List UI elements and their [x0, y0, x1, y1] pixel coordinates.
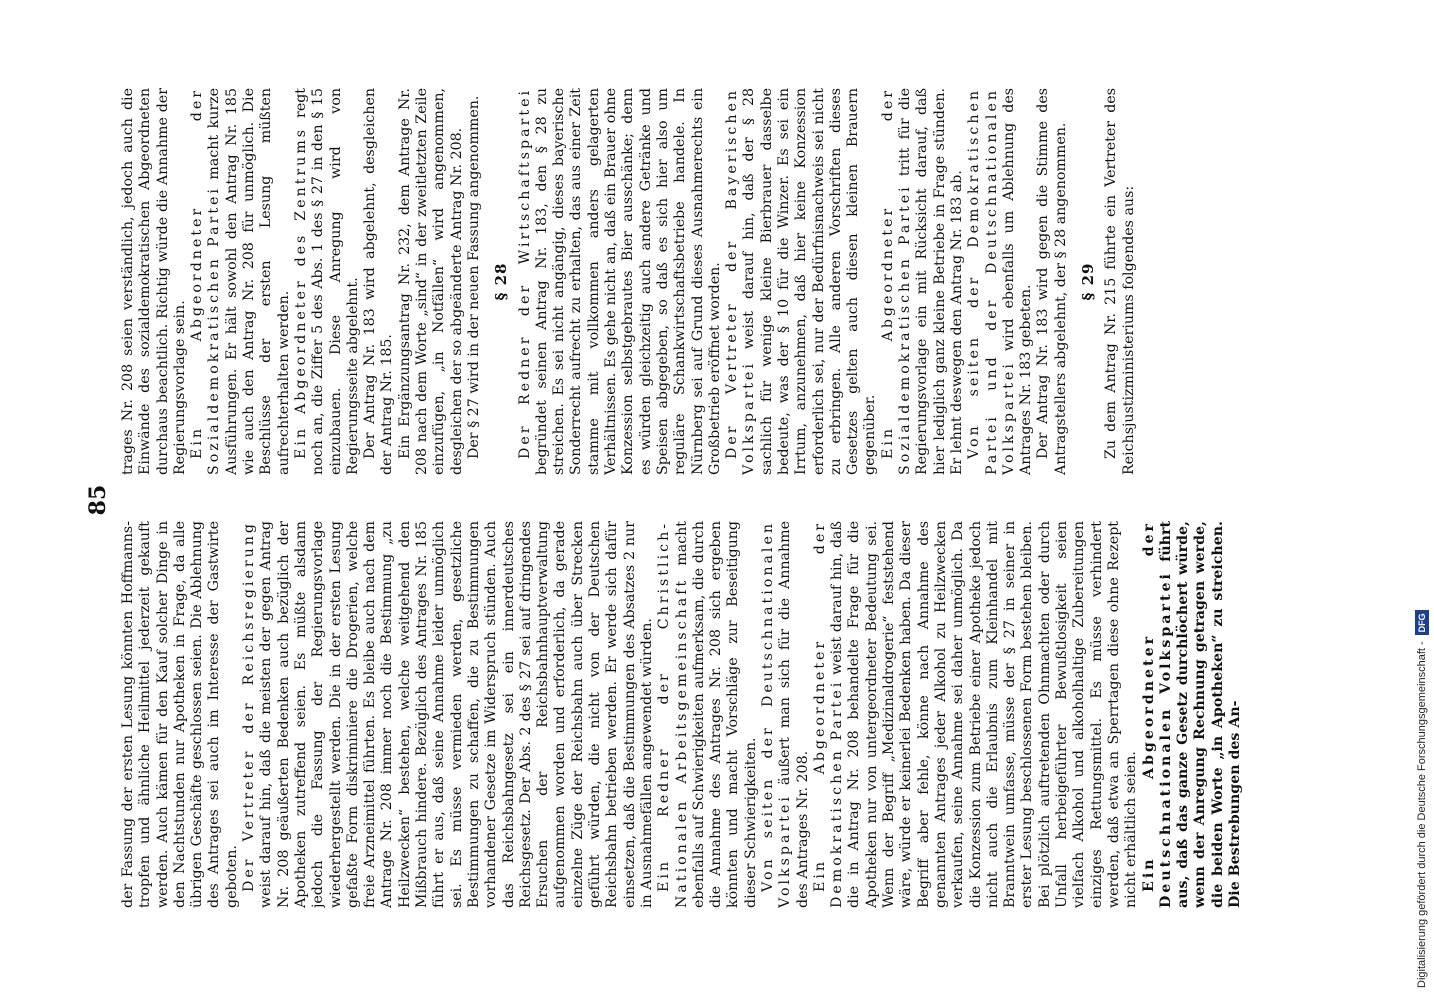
credit-text: Digitalisierung gefördert durch die Deutsche Forschungsgemeinschaft - — [1416, 641, 1428, 988]
section-heading: § 28 — [492, 262, 511, 301]
paragraph-text: wird ebenfalls um Ablehnung des Antrages Nr. 183 gebeten. — [1000, 88, 1035, 475]
speaker-lead: Der Vertreter der Bayerischen Volkspartei — [724, 88, 758, 475]
paragraph: der Fassung der ersten Lesung könnten Hoffmanns-tropfen und ähnliche Heilmittel jederzeit gekauft werden. Auch kämen für den Kauf solcher Dinge in den Nachtstunden nur Apotheken in Frage, da alle übrigen Geschäfte geschlossen seien. Die Ablehnung des Antrages sei auch im Interesse der Gastwirte geboten. — [120, 521, 240, 908]
paragraph-text: tritt für die Regierungsvorlage ein mit Rücksicht darauf, daß hier lediglich ganz kleine Betriebe in Frage stünden. Er lehnt deswegen den Antrag Nr. 183 ab. — [897, 88, 965, 475]
paragraph — [880, 88, 966, 475]
speaker-lead: Ein Abgeordneter der Sozialdemokratischen Partei — [189, 88, 223, 475]
paragraph: Zu dem Antrag Nr. 215 führte ein Vertreter des Reichsjustizministeriums folgendes aus: — [1103, 88, 1137, 475]
paragraph — [241, 521, 656, 908]
speaker-lead: Ein Redner der Christlich-Nationalen Arbeitsgemeinschaft — [656, 521, 690, 908]
paragraph — [293, 88, 362, 475]
paragraph: Der § 27 wird in der neuen Fassung angenommen. — [465, 95, 482, 459]
speaker-lead: Von seiten der Demokratischen Partei und der Deutschnationalen Volkspartei — [966, 88, 1017, 475]
paragraph — [760, 521, 812, 908]
paragraph-text: weist darauf hin, daß der § 28 sachlich für wenige kleine Bierbrauer dasselbe bedeute, was der § 10 für die Winzer. Es sei ein Irrtum, anzunehmen, daß hier keine Konzession erforderlich sei, nur der Bedürfnisnachweis sei nicht zu erbringen. Alle anderen Vorschriften dieses Gesetzes gelten auch diesen kleinen Brauern gegenüber. — [741, 88, 879, 475]
paragraph — [517, 88, 725, 475]
paragraph-text: weist darauf hin, daß die in Antrag Nr. 208 behandelte Frage für die Apotheken nur von untergeordneter Bedeutung sei. Wenn der Begriff „Medizinaldrogerie“ feststehend wäre, würde er keinerlei Bedenken haben. Da dieser Begriff aber fehle, könne nach Annahme des genannten Antrages jeder Alkohol zu Heilzwecken verkaufen, seine Annahme sei daher unmöglich. Da die Konzession zum Betriebe einer Apotheke jedoch nicht auch die Erlaubnis zum Kleinhandel mit Branntwein umfasse, müsse der § 27 in seiner in erster Lesung beschlossenen Form bestehen bleiben. Bei plötzlich auftretenden Ohnmachten oder durch Unfall herbeigeführter Bewußtlosigkeit seien vielfach Alkohol und alkoholhaltige Zubereitungen einziges Rettungsmittel. Es müsse verhindert werden, daß etwa an Sperrtagen diese ohne Rezept nicht erhältlich seien. — [829, 521, 1140, 908]
paragraph — [724, 88, 880, 475]
paragraph-text: äußert man sich für die Annahme des Antrages Nr. 208. — [777, 521, 811, 908]
paragraph: Der Antrag Nr. 183 wird abgelehnt, desgleichen der Antrag Nr. 185. — [362, 88, 396, 475]
paragraph-text: regt noch an, die Ziffer 5 des Abs. 1 des § 27 in den § 15 einzubauen. Diese Anregung wird von Regierungsseite abgelehnt. — [292, 88, 361, 475]
paragraph: trages Nr. 208 seien verständlich, jedoch auch die Einwände des sozialdemokratischen Abgeordneten durchaus beachtlich. Richtig würde die Annahme der Regierungsvorlage sein. — [120, 88, 188, 475]
paragraph — [966, 88, 1035, 475]
paragraph — [1141, 521, 1245, 908]
section-heading: § 29 — [1079, 262, 1098, 301]
paragraph-text: macht kurze Ausführungen. Er hält sowohl den Antrag Nr. 185 wie auch den Antrag Nr. 208 für unmöglich. Die Beschlüsse der ersten Lesung müßten aufrechterhalten werden. — [206, 88, 292, 475]
digitization-credit — [1412, 8, 1432, 988]
speaker-lead: Ein Abgeordneter des Zentrums — [292, 126, 309, 459]
speaker-lead: Ein Abgeordneter der Demokratischen Partei — [811, 521, 846, 908]
paragraph-text: führt aus, daß das ganze Gesetz durchlöchert würde, wenn der Anregung Rechnung getragen werde, die beiden Worte „in Apotheken“ zu streichen. Die Bestrebungen des An- — [1157, 521, 1243, 908]
dfg-logo: DFG — [1415, 610, 1429, 635]
paragraph — [812, 521, 1141, 908]
speaker-lead: Der Redner der Wirtschaftspartei — [516, 88, 533, 459]
speaker-lead: Der Vertreter der Reichsregierung — [241, 521, 258, 892]
right-column — [120, 88, 1370, 475]
speaker-lead: Ein Abgeordneter der Sozialdemokratischen Partei — [879, 88, 914, 475]
paragraph: Der Antrag Nr. 183 wird gegen die Stimme des Antragstellers abgelehnt, der § 28 angenommen. — [1035, 88, 1069, 475]
paragraph-text: begründet seinen Antrag Nr. 183, den § 28 zu streichen. Es sei nicht angängig, dieses bayerische Sonderrecht aufrecht zu erhalten, das aus einer Zeit stamme mit vollkommen anders gelagerten Verhältnissen. Es gehe nicht an, daß ein Brauer ohne Konzession selbstgebrautes Bier ausschänke; denn es würden gleichzeitig auch andere Getränke und Speisen abgegeben, so daß es sich hier also um reguläre Schankwirtschaftsbetriebe handele. In Nürnberg sei auf Grund dieses Ausnahmerechts ein Großbetrieb eröffnet worden. — [533, 88, 723, 475]
left-column — [120, 521, 1370, 908]
paragraph — [656, 521, 760, 908]
paragraph-text: macht ebenfalls auf Schwierigkeiten aufmerksam, die durch die Annahme des Antrages Nr. 208 sich ergeben könnten und macht Vorschläge zur Beseitigung dieser Schwierigkeiten. — [673, 521, 759, 908]
paragraph-text: weist darauf hin, daß die meisten der gegen Antrag Nr. 208 geäußerten Bedenken auch bezüglich der Apotheken zutreffend seien. Es müßte alsdann jedoch die Fassung der Regierungsvorlage wiederhergestellt werden. Die in der ersten Lesung gefaßte Form diskriminiere die Drogerien, welche freie Arzneimittel führten. Es bleibe auch nach dem Antrage Nr. 208 immer noch die Bestimmung „zu Heilzwecken“ bestehen, welche weitgehend den Mißbrauch hindere. Bezüglich des Antrages Nr. 185 führt er aus, daß seine Annahme leider unmöglich sei. Es müsse vermieden werden, gesetzliche Bestimmungen zu schaffen, die zu Bestimmungen vorhandener Gesetze im Widerspruch stünden. Auch das Reichsbahngesetz sei ein innerdeutsches Reichsgesetz. Der Abs. 2 des § 27 sei auf dringendes Ersuchen der Reichsbahnhauptverwaltung aufgenommen worden und erforderlich, da gerade einzelne Züge der Reichsbahn auch über Strecken geführt würden, die nicht von der Deutschen Reichsbahn betrieben werden. Er werde sich dafür einsetzen, daß die Bestimmungen des Absatzes 2 nur in Ausnahmefällen angewendet würden. — [258, 521, 655, 908]
paragraph: Ein Ergänzungsantrag Nr. 232, dem Antrage Nr. 208 nach dem Worte „sind“ in der zweitletzten Zeile einzufügen, „in Notfällen“ wird angenommen, desgleichen der so abgeänderte Antrag Nr. 208. — [396, 88, 465, 475]
paragraph — [189, 88, 293, 475]
page-number: 85 — [85, 484, 111, 516]
speaker-lead: Ein Abgeordneter der Deutschnationalen Volkspartei — [1140, 521, 1174, 908]
speaker-lead: Von seiten der Deutschnationalen Volkspartei — [759, 521, 794, 908]
